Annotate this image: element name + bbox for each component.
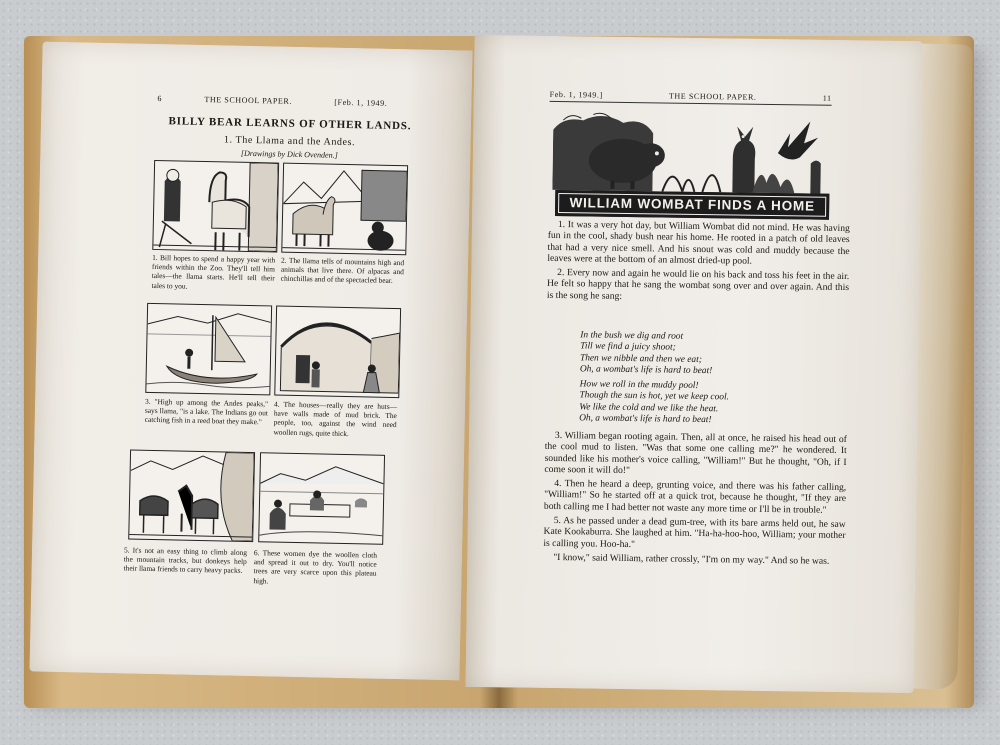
caption-3: 3. "High up among the Andes peaks," says llama, "is a lake. The Indians go out catching fish in a reed boat they make."	[144, 396, 269, 427]
right-page-number: 11	[822, 93, 832, 103]
left-running-title: THE SCHOOL PAPER.	[204, 94, 293, 106]
verse-line: Oh, a wombat's life is hard to beat!	[579, 364, 713, 377]
wombat-banner-art	[552, 110, 829, 194]
story-paragraph: "I know," said William, rather crossly, "I'm on my way." And so he was.	[553, 551, 830, 567]
wombat-song-verse-1	[580, 330, 841, 379]
story-paragraph: 1. It was a very hot day, but William Wombat did not mind. He was having fun in the cool, shady bush near his home. He rooted in a patch of old leaves that had a very nice smell. And his snout was cold and muddy because the leaves were at the bottom of an almost dried-up pool.	[547, 219, 850, 267]
left-date: [Feb. 1, 1949.	[334, 97, 388, 108]
verse-line: How we roll in the muddy pool!	[579, 379, 699, 391]
story-paragraphs-1	[547, 219, 850, 308]
verse-line: Though the sun is hot, yet we keep cool.	[579, 390, 729, 403]
right-running-head	[550, 90, 832, 106]
caption-2: 2. The llama tells of mountains high and animals that live there. Of alpacas and chinchillas and of the spectacled bear.	[280, 255, 405, 286]
illustration-credit: [Drawings by Dick Ovenden.]	[240, 148, 338, 160]
verse-line: Till we find a juicy shoot;	[580, 341, 676, 353]
story-paragraphs-2	[543, 430, 847, 570]
story-paragraph: 5. As he passed under a dead gum-tree, with its bare arms held out, he saw Kate Kookaburra. She laughed at him. "Ha-ha-hoo-hoo, William; your mother is calling you. Hoo-ha."	[543, 515, 846, 550]
caption-6: 6. These women dye the woollen cloth and spread it out to dry. You'll notice trees are very scarce upon this plateau high.	[253, 548, 378, 586]
article-subtitle: 1. The Llama and the Andes.	[223, 134, 356, 149]
caption-5: 5. It's not an easy thing to climb along the mountain tracks, but donkeys help their llama friends to carry heavy packs.	[123, 545, 248, 576]
left-page-number: 6	[157, 94, 163, 104]
wombat-song-verse-2	[579, 379, 840, 428]
right-date: Feb. 1, 1949.]	[549, 89, 603, 100]
story-paragraph: 4. Then he heard a deep, grunting voice, and there was his father calling, "William!" So he started off at a quick trot, because he thought, "If they are both calling me I had better not waste any more time or I'll be in trouble."	[543, 478, 847, 516]
caption-4: 4. The houses—really they are huts—have walls made of mud brick. The people, too, against the wind need woollen rugs, quite thick.	[273, 399, 398, 438]
story-paragraph: 2. Every now and again he would lie on his back and toss his feet in the air. He felt so happy that he sang the wombat song over and over again. And this is the song he sang:	[546, 267, 850, 302]
verse-line: In the bush we dig and root	[580, 330, 684, 342]
verse-line: We like the cold and we like the heat.	[579, 401, 719, 414]
article-title: BILLY BEAR LEARNS OF OTHER LANDS.	[168, 115, 412, 133]
story-title: WILLIAM WOMBAT FINDS A HOME	[555, 190, 829, 220]
caption-1: 1. Bill hopes to spend a happy year with friends within the Zoo. They'll tell him tales—the llama starts. He'll tell their tales to you.	[151, 252, 276, 291]
verse-line: Then we nibble and then we eat;	[579, 352, 702, 365]
verse-line: Oh, a wombat's life is hard to beat!	[579, 413, 712, 426]
right-running-title: THE SCHOOL PAPER.	[668, 91, 757, 102]
story-paragraph: 3. William began rooting again. Then, all at once, he raised his head out of the cool mud to listen. "Was that some one calling me?" he wondered. It sounded like his mother's voice calling, "William!" But he thought, "Oh, if I come soon it will do!"	[544, 429, 847, 476]
